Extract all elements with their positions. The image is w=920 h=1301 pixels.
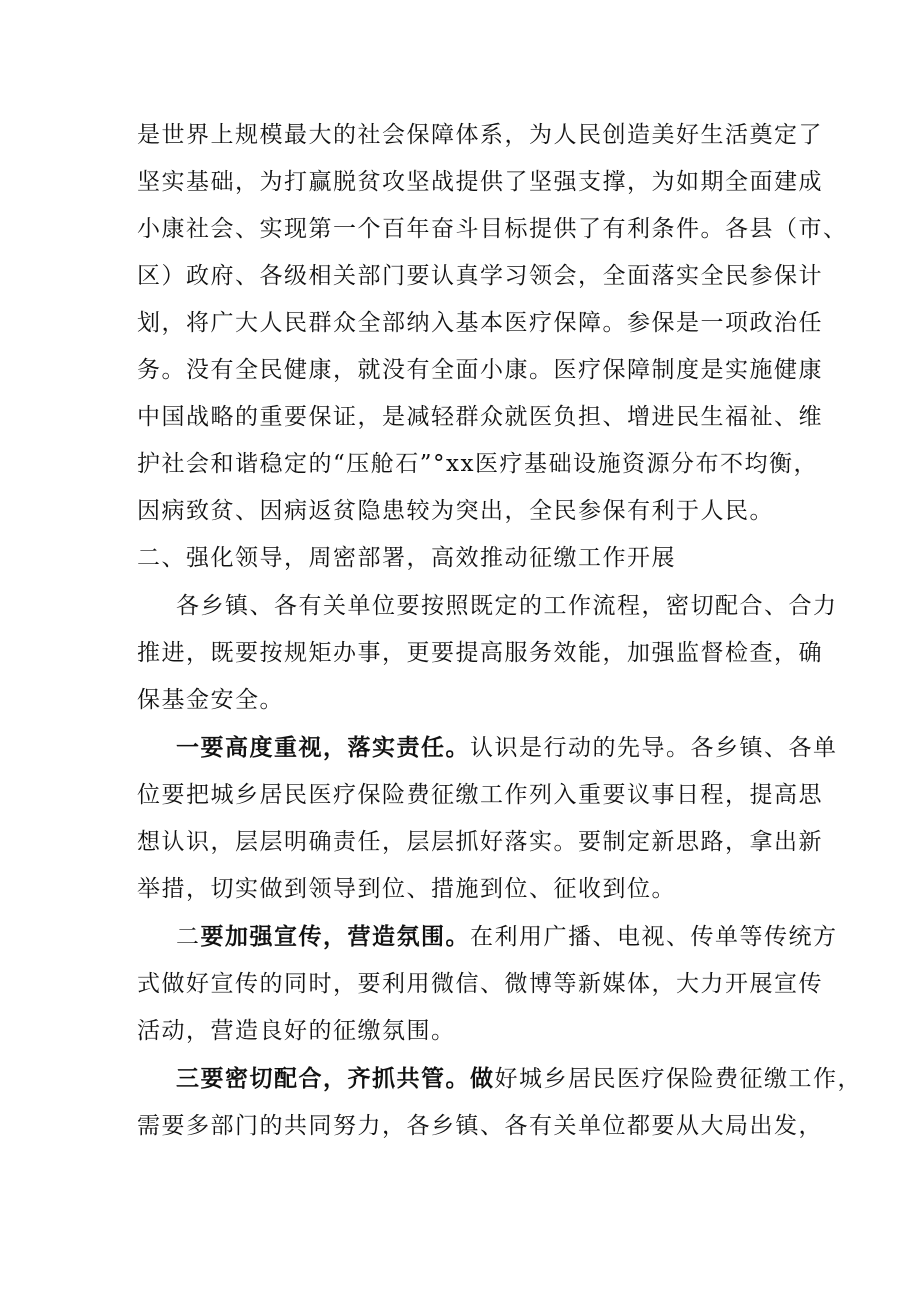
paragraph-line: 坚实基础，为打赢脱贫攻坚战提供了坚强支撑，为如期全面建成: [137, 169, 823, 195]
paragraph-line: 是世界上规模最大的社会保障体系，为人民创造美好生活奠定了: [137, 122, 823, 148]
paragraph-line: 划，将广大人民群众全部纳入基本医疗保障。参保是一项政治任: [137, 310, 823, 336]
paragraph-line: 位要把城乡居民医疗保险费征缴工作列入重要议事日程，提高思: [137, 782, 823, 808]
paragraph-line: 式做好宣传的同时，要利用微信、微博等新媒体，大力开展宣传: [137, 971, 823, 997]
item-title: 三要密切配合，齐抓共管。做: [176, 1065, 495, 1092]
paragraph-line: 小康社会、实现第一个百年奋斗目标提供了有利条件。各县（市、: [137, 216, 848, 242]
paragraph-line: 保基金安全。: [137, 687, 284, 713]
paragraph-line: 因病致贫、因病返贫隐患较为突出，全民参保有利于人民。: [137, 498, 774, 524]
item-text: 在利用广播、电视、传单等传统方: [470, 924, 838, 950]
item-first-line: [176, 1064, 862, 1094]
item-first-line: [176, 922, 838, 952]
paragraph-line: 各乡镇、各有关单位要按照既定的工作流程，密切配合、合力: [176, 593, 838, 619]
paragraph-line: 推进，既要按规矩办事，更要提高服务效能，加强监督检查，确: [137, 640, 823, 666]
paragraph-line: 举措，切实做到领导到位、措施到位、征收到位。: [137, 876, 676, 902]
item-text: 好城乡居民医疗保险费征缴工作，: [494, 1066, 862, 1092]
paragraph-line: 区）政府、各级相关部门要认真学习领会，全面落实全民参保计: [137, 263, 823, 289]
paragraph-line: 需要多部门的共同努力，各乡镇、各有关单位都要从大局出发，: [137, 1113, 823, 1139]
paragraph-line: 务。没有全民健康，就没有全面小康。医疗保障制度是实施健康: [137, 357, 823, 383]
item-text: 认识是行动的先导。各乡镇、各单: [470, 735, 838, 761]
item-title: 要加强宣传，营造氛围。: [200, 923, 470, 950]
item-first-line: [176, 733, 838, 763]
paragraph-line: 护社会和谐稳定的“压舱石”°xx医疗基础设施资源分布不均衡，: [137, 451, 818, 477]
item-prefix: 二: [176, 924, 201, 950]
item-title: 一要高度重视，落实责任。: [176, 734, 470, 761]
section-heading: 二、强化领导，周密部署，高效推动征缴工作开展: [137, 545, 676, 571]
paragraph-line: 中国战略的重要保证，是减轻群众就医负担、增进民生福祉、维: [137, 404, 823, 430]
paragraph-line: 想认识，层层明确责任，层层抓好落实。要制定新思路，拿出新: [137, 829, 823, 855]
paragraph-line: 活动，营造良好的征缴氛围。: [137, 1018, 456, 1044]
